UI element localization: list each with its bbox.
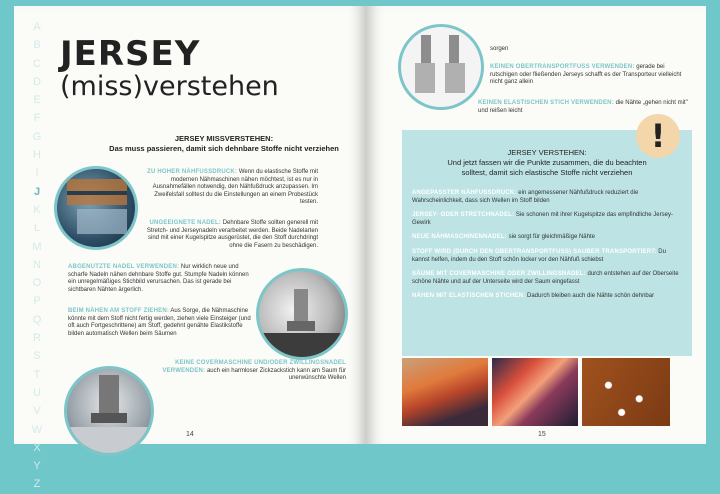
alphabet-letter: M	[32, 240, 42, 253]
item-key: KEINEN OBERTRANSPORTFUSS VERWENDEN:	[490, 64, 635, 70]
alphabet-letter: D	[33, 75, 41, 88]
item-text: Wenn du elastische Stoffe mit modernen Nähmaschinen nähen möchtest, ist es nur in Ausnahmefällen notwendig, den Nähfußdruck anzupassen. Im Zweifelsfall solltest du die Einstellungen an einem Probestück testen.	[152, 169, 318, 206]
alphabet-letter: T	[33, 368, 41, 381]
item-text: ein angemessener Nähfußdruck reduziert die Wahrscheinlichkeit, dass sich Wellen im Stoff bilden	[412, 190, 639, 204]
item-text: Nur wirklich neue und scharfe Nadeln nähen dehnbare Stoffe gut. Stumpfe Nadeln können ein unregelmäßiges Stichbild verursachen. Das ist gerade bei sichtbaren Nähten ärgerlich.	[68, 264, 249, 293]
alphabet-letter: O	[32, 277, 42, 290]
alphabet-index	[30, 18, 44, 494]
alphabet-letter: S	[33, 350, 41, 363]
photo-coverstitch-circle	[64, 366, 154, 456]
alphabet-letter: Y	[33, 460, 41, 473]
alphabet-letter: W	[31, 423, 43, 436]
photo-orange-striped-fabric	[402, 358, 488, 426]
item-text: sie sorgt für gleichmäßige Nähte	[508, 234, 595, 241]
item-key: KEINE COVERMASCHINE UND/ODER ZWILLINGSNADEL VERWENDEN:	[162, 360, 346, 374]
right-top-item-2	[490, 64, 690, 87]
item-key: ANGEPASSTER NÄHFUSSDRUCK:	[412, 190, 517, 196]
item-key: KEINEN ELASTISCHEN STICH VERWENDEN:	[478, 100, 614, 106]
item-text: durch entstehen auf der Oberseite schöne Nähte und auf der Unterseite wird der Saum eingefasst	[412, 271, 679, 285]
item-text: Dadurch bleiben auch die Nähte schön dehnbar	[527, 293, 655, 300]
alphabet-letter: R	[33, 332, 41, 345]
box-item-4	[412, 249, 682, 264]
left-page	[14, 6, 366, 491]
left-item-5	[150, 360, 346, 383]
subhead-text: Das muss passieren, damit sich dehnbare Stoffe nicht verziehen	[109, 144, 339, 153]
page-title	[60, 36, 279, 102]
item-text: Aus Sorge, die Nähmaschine könnte mit dem Stoff nicht fertig werden, ziehen viele Einsteiger (und oft auch Fortgeschrittene) am Stoff, gedehnt genähte Elastikstoffe bilden automatisch Wellen beim Säumen	[68, 308, 251, 337]
alphabet-letter: C	[33, 57, 41, 70]
alphabet-letter: X	[33, 441, 41, 454]
left-item-4	[68, 308, 254, 338]
box-item-2	[412, 212, 682, 227]
item-text: Dehnbare Stoffe sollten generell mit Stretch- und Jerseynadeln verarbeitet werden. Beide Nadelarten sind mit einer Kugelspitze ausgerüstet, die den Stoff durchdringt ohne die Fasern zu beschädigen.	[146, 220, 318, 249]
item-key: UNGEEIGNETE NADEL:	[149, 220, 222, 226]
item-key: ABGENUTZTE NADEL VERWENDEN:	[68, 264, 180, 270]
alphabet-letter: L	[33, 222, 41, 235]
item-key: BEIM NÄHEN AM STOFF ZIEHEN:	[68, 308, 170, 314]
alphabet-letter: F	[33, 112, 41, 125]
alphabet-letter: U	[33, 386, 41, 399]
box-item-5	[412, 271, 682, 286]
box-item-3	[412, 234, 682, 242]
box-item-1	[412, 190, 682, 205]
box-text: Und jetzt fassen wir die Punkte zusammen, die du beachten solltest, damit sich elastische Stoffe nicht verziehen	[447, 158, 647, 177]
item-key: SÄUME MIT COVERMASCHINE ODER ZWILLINGSNADEL:	[412, 271, 586, 278]
item-key: NEUE NÄHMASCHINENNADEL:	[412, 234, 507, 241]
exclamation-icon: !	[636, 114, 680, 158]
coverstitch-illustration	[67, 369, 151, 453]
subhead-title: JERSEY MISSVERSTEHEN:	[174, 134, 274, 143]
alphabet-letter: I	[35, 167, 39, 180]
alphabet-letter: G	[32, 130, 42, 143]
alphabet-letter: P	[33, 295, 41, 308]
alphabet-letter: V	[33, 405, 41, 418]
right-top-item-1	[490, 46, 690, 54]
item-key: STOFF WIRD (DURCH DEN OBERTRANSPORTFUSS) SAUBER TRANSPORTIERT:	[412, 248, 657, 255]
item-key: NÄHEN MIT ELASTISCHEN STICHEN:	[412, 293, 526, 300]
page-number-right: 15	[538, 431, 546, 438]
alphabet-letter: Z	[33, 478, 41, 491]
item-key: JERSEY- ODER STRETCHNADEL:	[412, 212, 515, 219]
left-item-2	[138, 220, 318, 250]
title-line-2: (miss)verstehen	[60, 71, 279, 102]
alphabet-letter: K	[33, 203, 41, 216]
alphabet-letter: B	[33, 39, 41, 52]
photo-sewing-machine-circle	[256, 268, 348, 360]
left-item-1	[138, 169, 318, 207]
alphabet-letter: H	[33, 149, 41, 162]
item-text: auch ein harmloser Zickzackstich kann am Saum für unerwünschte Wellen	[206, 367, 346, 382]
right-page	[366, 6, 706, 444]
knit-fabric-illustration	[57, 169, 135, 247]
item-text: Du kannst helfen, indem du den Stoff schön locker vor den Nähfuß schiebst	[412, 248, 666, 263]
summary-box	[402, 130, 692, 356]
photo-brown-print-fabric	[582, 358, 670, 426]
alphabet-letter: A	[33, 21, 41, 33]
item-key: ZU HOHER NÄHFUSSDRUCK:	[147, 169, 238, 175]
presser-foot-illustration	[259, 271, 345, 357]
alphabet-letter: Q	[32, 313, 42, 326]
box-item-6	[412, 293, 682, 301]
box-title: JERSEY VERSTEHEN:	[507, 148, 587, 157]
item-text: die Nähte „gehen nicht mit" und reißen leicht	[478, 100, 688, 114]
photo-patchwork-fabric	[492, 358, 578, 426]
alphabet-letter: E	[33, 94, 41, 107]
presser-feet-illustration	[401, 27, 481, 107]
photo-presser-feet-circle	[398, 24, 484, 110]
right-top-item-3	[478, 100, 690, 115]
alphabet-letter: J	[33, 185, 41, 198]
title-line-1: JERSEY	[60, 34, 201, 74]
alphabet-letter: N	[33, 258, 41, 271]
photo-fabric-circle	[54, 166, 138, 250]
item-text: Sie schonen mit ihrer Kugelspitze das empfindliche Jersey-Gewirk	[412, 212, 673, 226]
left-item-3	[68, 264, 254, 294]
item-text: sorgen	[490, 46, 509, 52]
page-number-left: 14	[186, 431, 194, 438]
left-subhead	[94, 134, 354, 154]
item-text: gerade bei rutschigen oder fließenden Jerseys schafft es der Transporteur vielleicht nicht ganz allein	[490, 64, 682, 86]
